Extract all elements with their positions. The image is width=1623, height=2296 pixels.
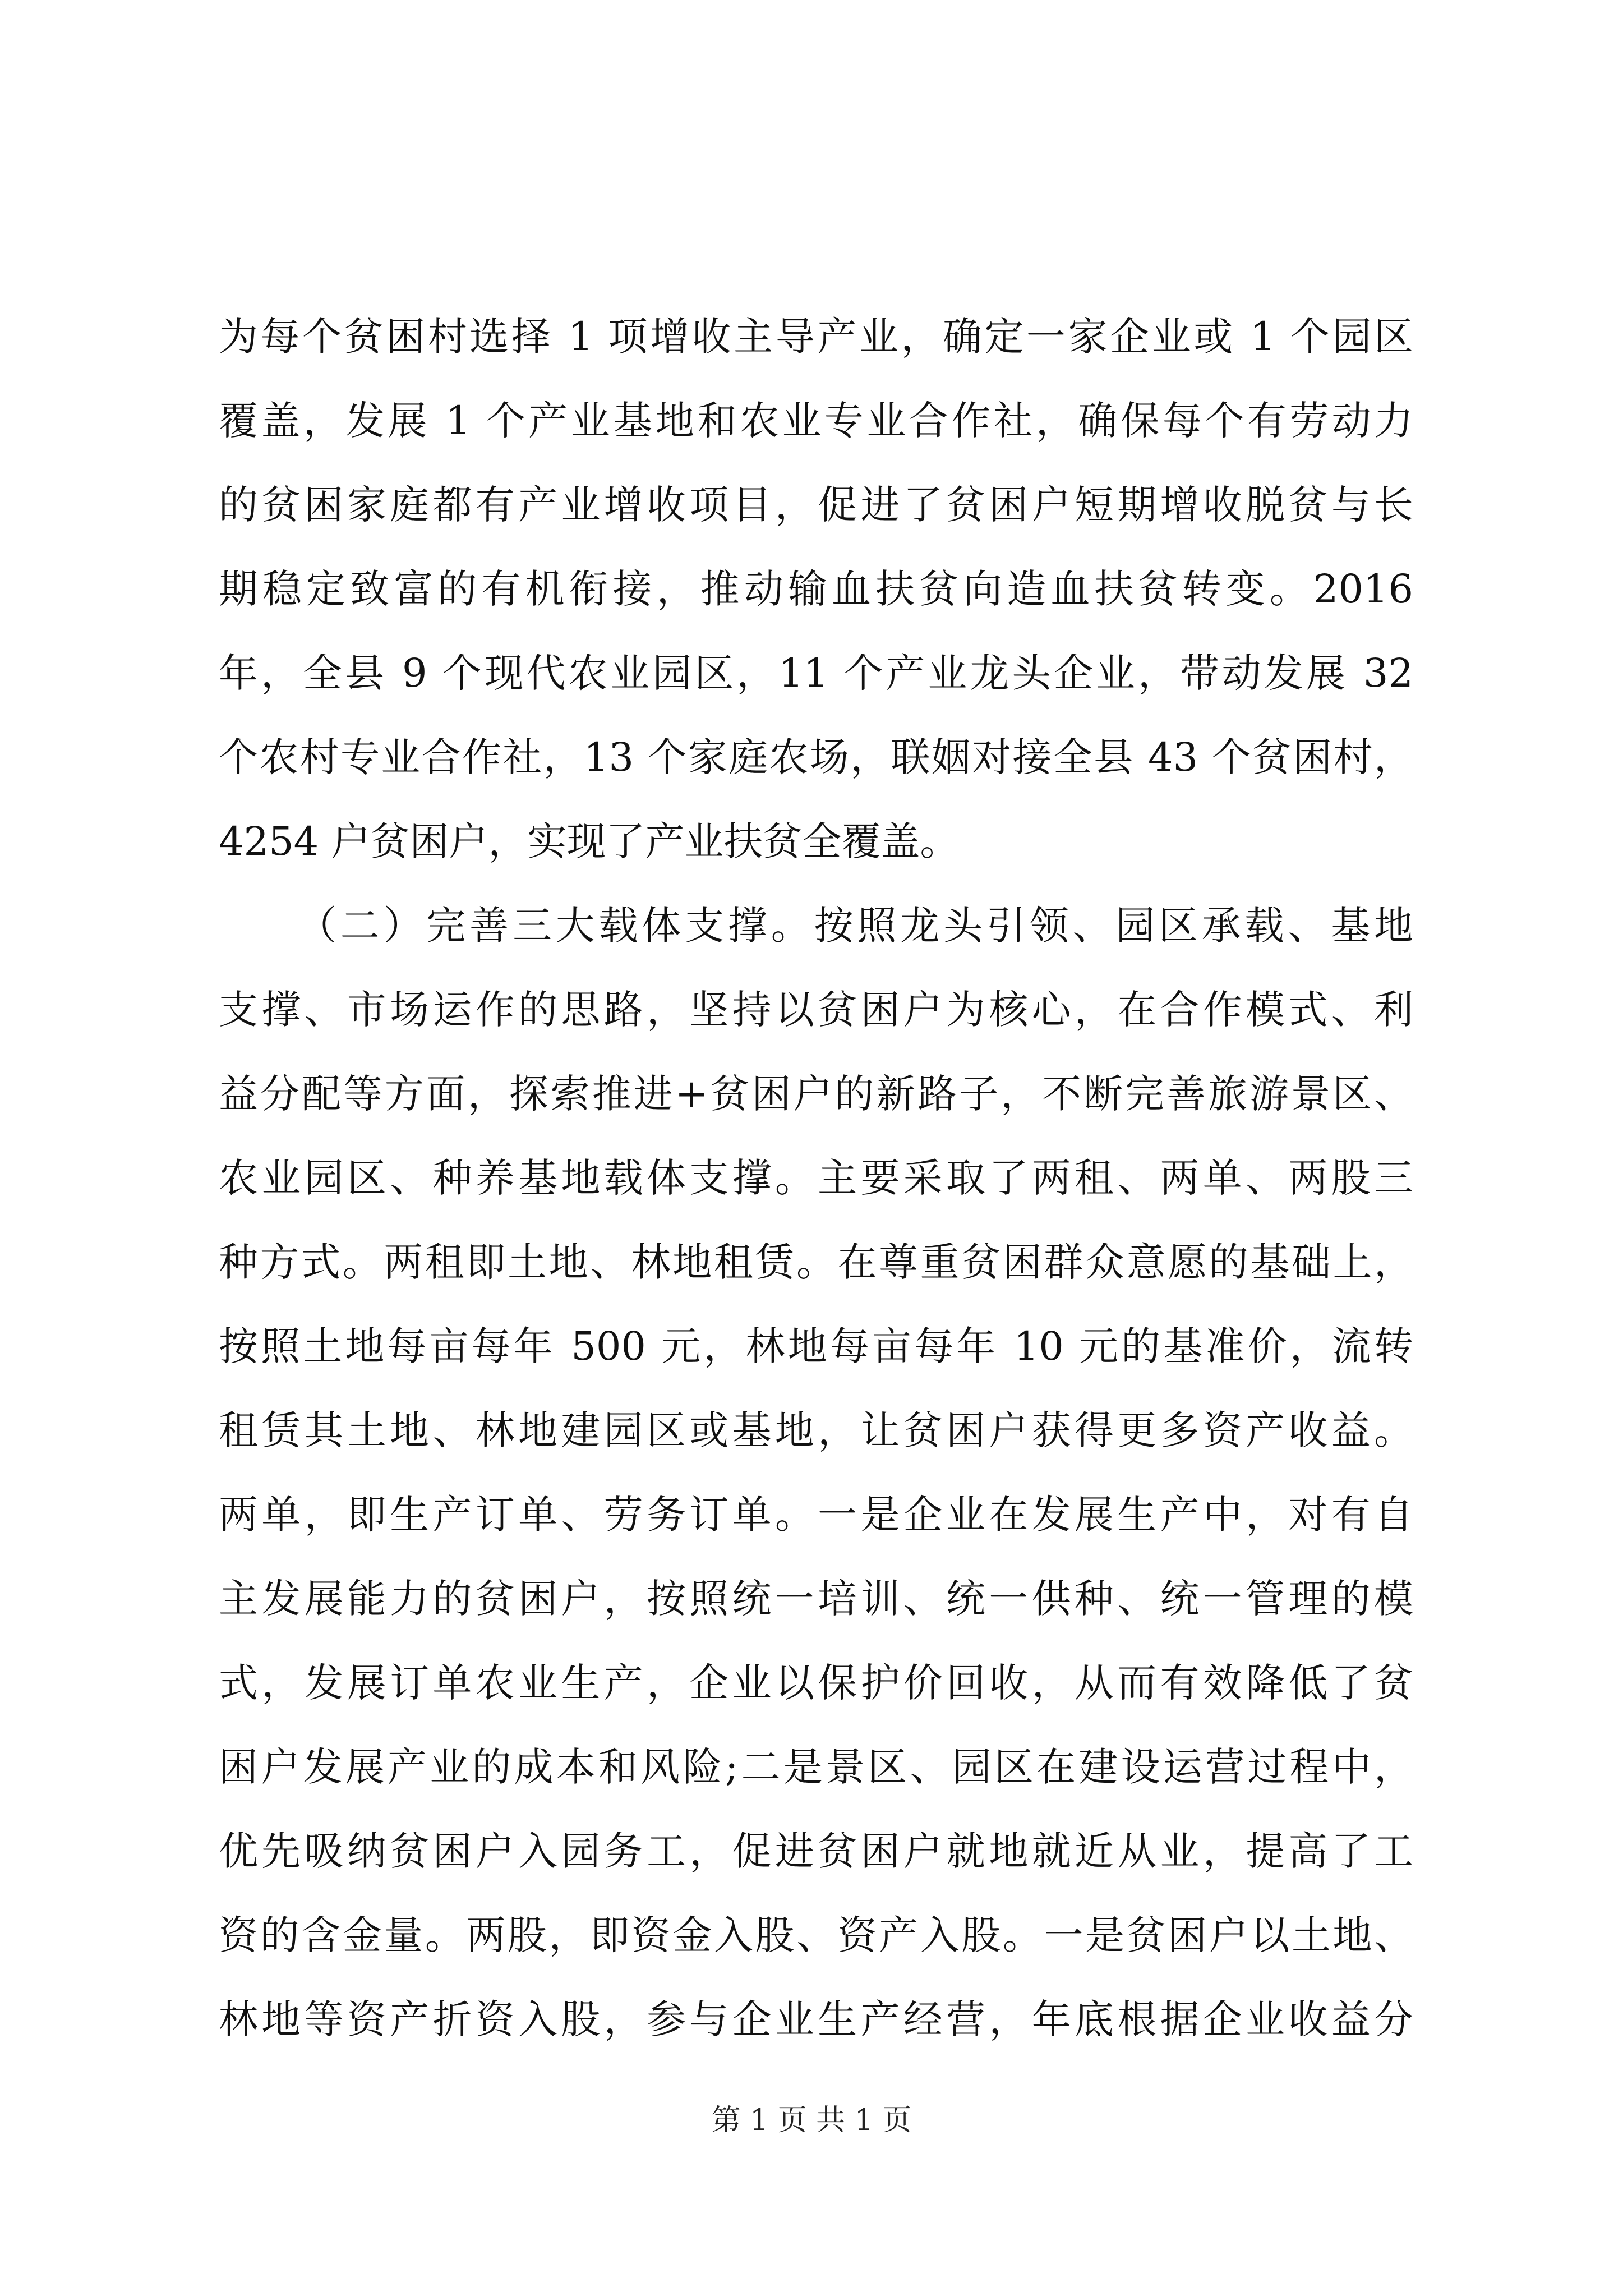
body-text-line: 资的含金量。两股，即资金入股、资产入股。一是贫困户以土地、: [219, 1912, 1413, 1958]
body-text-line: 租赁其土地、林地建园区或基地，让贫困户获得更多资产收益。: [219, 1407, 1413, 1453]
body-text-line: 年，全县 9 个现代农业园区，11 个产业龙头企业，带动发展 32: [219, 650, 1413, 696]
body-text-line: 为每个贫困村选择 1 项增收主导产业，确定一家企业或 1 个园区: [219, 314, 1413, 360]
body-text-line: 期稳定致富的有机衔接，推动输血扶贫向造血扶贫转变。2016: [219, 566, 1413, 612]
body-text-line: 种方式。两租即土地、林地租赁。在尊重贫困群众意愿的基础上，: [219, 1239, 1413, 1285]
body-text-line: 个农村专业合作社，13 个家庭农场，联姻对接全县 43 个贫困村，: [219, 734, 1413, 780]
body-text-line: 4254 户贫困户，实现了产业扶贫全覆盖。: [219, 818, 960, 864]
body-text-line: 林地等资产折资入股，参与企业生产经营，年底根据企业收益分: [219, 1996, 1413, 2042]
body-text-line: 的贫困家庭都有产业增收项目，促进了贫困户短期增收脱贫与长: [219, 482, 1413, 528]
body-text-line: 益分配等方面，探索推进+贫困户的新路子，不断完善旅游景区、: [219, 1071, 1413, 1117]
body-text-line: 困户发展产业的成本和风险;二是景区、园区在建设运营过程中，: [219, 1744, 1413, 1790]
body-text-line: 式，发展订单农业生产，企业以保护价回收，从而有效降低了贫: [219, 1660, 1413, 1706]
body-text-line: 两单，即生产订单、劳务订单。一是企业在发展生产中，对有自: [219, 1492, 1413, 1538]
section-heading-line: （二）完善三大载体支撑。按照龙头引领、园区承载、基地: [297, 903, 1413, 949]
body-text-line: 按照土地每亩每年 500 元，林地每亩每年 10 元的基准价，流转: [219, 1323, 1413, 1369]
body-text-line: 覆盖，发展 1 个产业基地和农业专业合作社，确保每个有劳动力: [219, 398, 1413, 444]
page-footer: 第 1 页 共 1 页: [711, 2104, 912, 2137]
body-text-line: 优先吸纳贫困户入园务工，促进贫困户就地就近从业，提高了工: [219, 1828, 1413, 1874]
body-text-line: 支撑、市场运作的思路，坚持以贫困户为核心，在合作模式、利: [219, 987, 1413, 1033]
body-text-line: 主发展能力的贫困户，按照统一培训、统一供种、统一管理的模: [219, 1576, 1413, 1622]
body-text-line: 农业园区、种养基地载体支撑。主要采取了两租、两单、两股三: [219, 1155, 1413, 1201]
